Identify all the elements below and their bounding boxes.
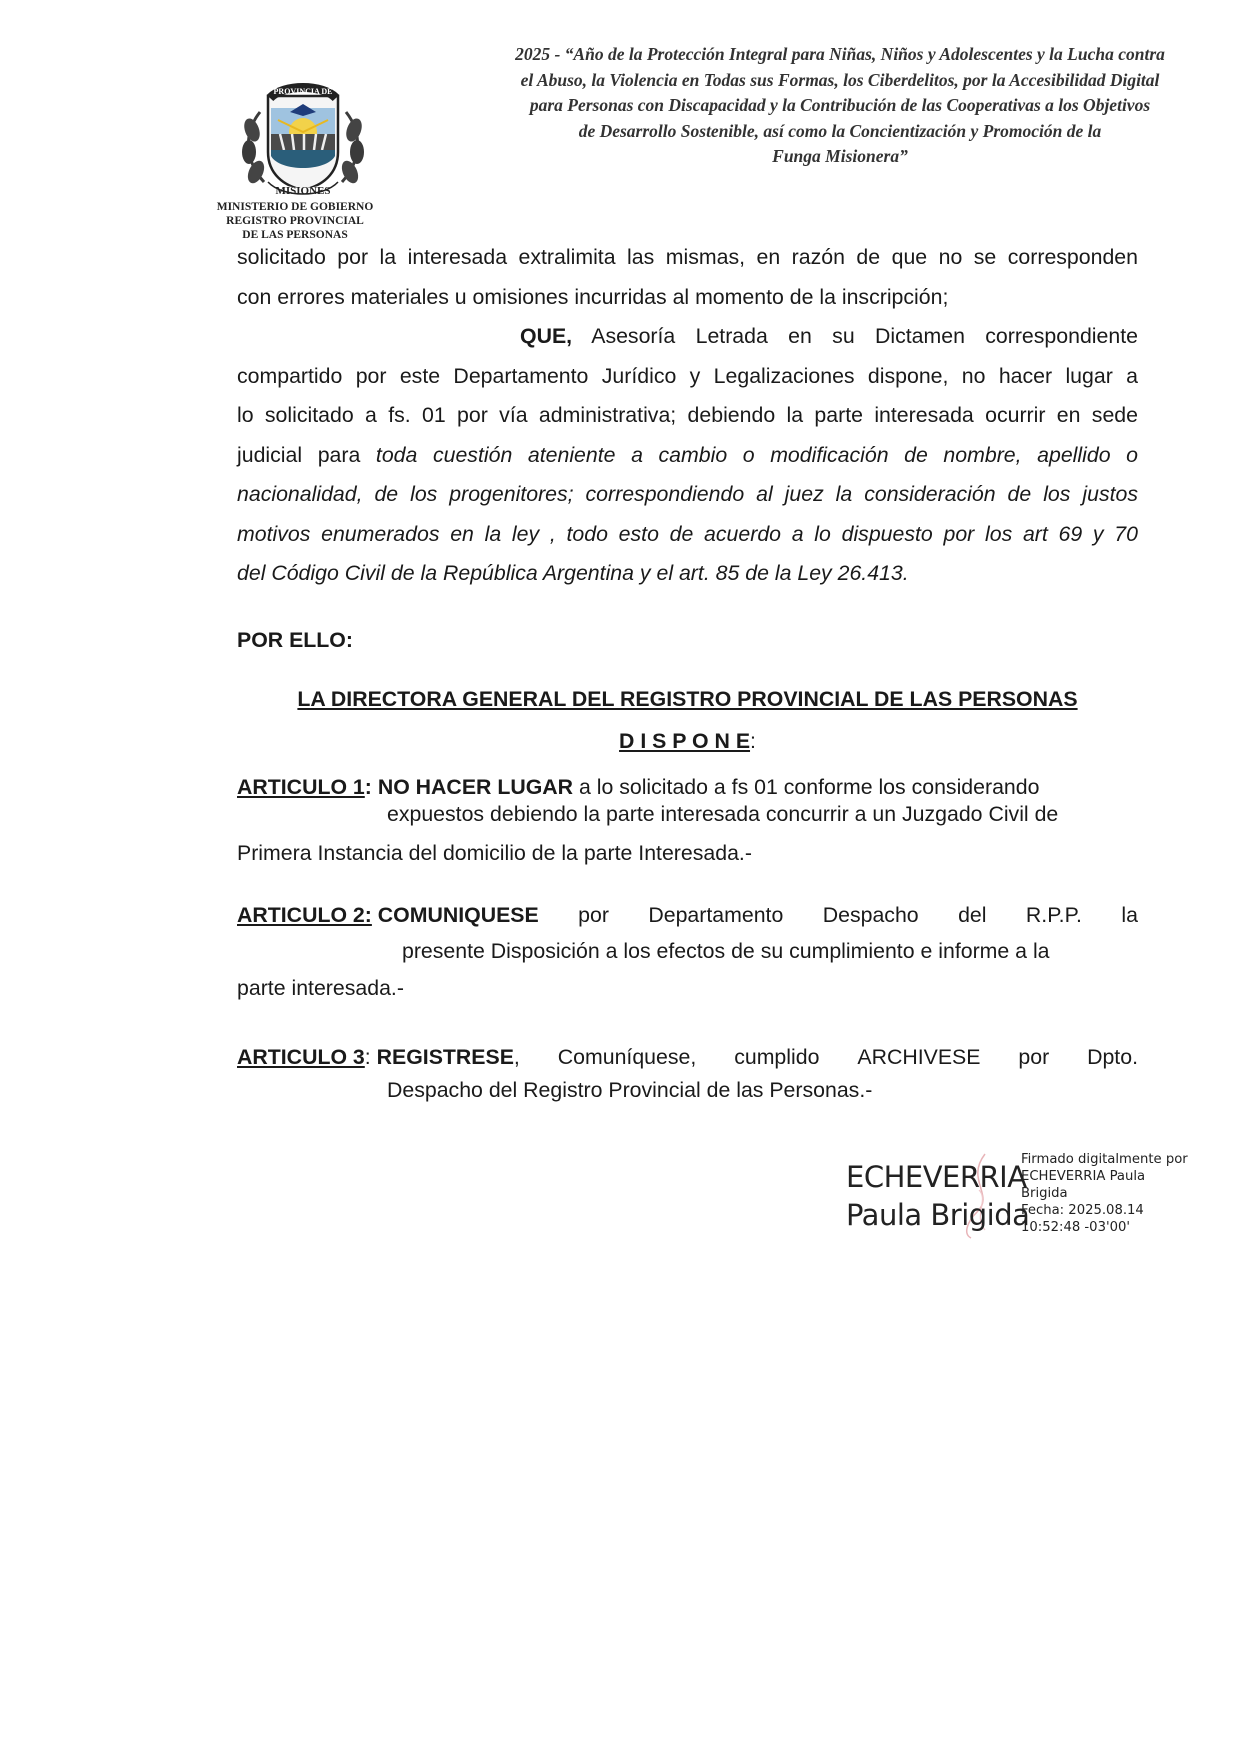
article-2-head [237,902,539,928]
article-1-colon: : [364,775,372,799]
article-2-word: Departamento [648,903,784,927]
seal-top-text: PROVINCIA DE [273,87,333,96]
article-2-word: Despacho [822,903,919,927]
body-italic-line: del Código Civil de la República Argentina y el art. 85 de la Ley 26.413. [237,561,909,585]
article-2-word: del [958,903,987,927]
article-3-comma: , [513,1045,520,1069]
body-line: lo solicitado a fs. 01 por vía administrativa; debiendo la parte interesada ocurrir en sede [237,403,1138,427]
dispone-colon: : [750,729,756,753]
signature-detail-line: Firmado digitalmente por [1021,1152,1188,1167]
motto-line: 2025 - “Año de la Protección Integral para Niñas, Niños y Adolescentes y la Lucha contra [515,44,1165,64]
article-3-word: Comuníquese, [557,1045,697,1069]
article-3-head [237,1044,520,1070]
signer-name-line-1: ECHEVERRIA [846,1160,1027,1194]
article-1-label: ARTICULO 1 [237,775,365,799]
article-1-line [237,774,1039,800]
signature-detail-line: Fecha: 2025.08.14 [1021,1203,1144,1218]
article-1-text: a lo solicitado a fs 01 conforme los considerando [578,775,1040,799]
signer-name-line-2: Paula Brigida [846,1198,1030,1232]
article-3-line [237,1044,1138,1070]
body-text: judicial para [237,443,376,467]
ministry-line: MINISTERIO DE GOBIERNO [216,201,374,213]
article-1-bold: NO HACER LUGAR [377,775,574,799]
article-1-line-2: expuestos debiendo la parte interesada concurrir a un Juzgado Civil de [387,802,1059,826]
dispone-heading [237,728,1138,754]
que-text: Asesoría Letrada en su Dictamen correspondiente [591,324,1138,348]
dispone-word: D I S P O N E [619,729,751,753]
article-2-line [237,902,1138,928]
que-label: QUE, [520,324,573,348]
article-1-line-3: Primera Instancia del domicilio de la parte Interesada.- [237,841,752,865]
signature-detail-line: Brigida [1021,1186,1068,1201]
article-2-line-2: presente Disposición a los efectos de su cumplimiento e informe a la [402,939,1050,963]
body-line [237,442,1138,468]
body-line: con errores materiales u omisiones incurridas al momento de la inscripción; [237,285,949,309]
province-seal-graphic [238,82,368,200]
year-motto [470,42,1210,170]
article-3-word: cumplido [734,1045,820,1069]
motto-line: para Personas con Discapacidad y la Contribución de las Cooperativas a los Objetivos [529,95,1151,115]
article-2-bold: COMUNIQUESE [377,903,539,927]
ministry-heading [200,200,390,242]
ministry-line: DE LAS PERSONAS [242,229,348,241]
province-seal [238,82,368,200]
director-heading: LA DIRECTORA GENERAL DEL REGISTRO PROVINCIAL DE LAS PERSONAS [297,687,1078,711]
por-ello-heading: POR ELLO: [237,628,353,652]
signature-details [1021,1151,1188,1236]
body-italic-line: motivos enumerados en la ley , todo esto de acuerdo a lo dispuesto por los art 69 y 70 [237,522,1138,546]
article-2-word: R.P.P. [1025,903,1082,927]
article-2-line-3: parte interesada.- [237,976,404,1000]
body-line: solicitado por la interesada extralimita las mismas, en razón de que no se corresponden [237,245,1138,269]
article-2-label: ARTICULO 2: [237,903,372,927]
ministry-line: REGISTRO PROVINCIAL [226,215,364,227]
article-3-word: ARCHIVESE [857,1045,981,1069]
signature-detail-line: ECHEVERRIA Paula [1021,1169,1146,1184]
article-3-line-2: Despacho del Registro Provincial de las Personas.- [387,1078,873,1102]
motto-line: el Abuso, la Violencia en Todas sus Formas, los Ciberdelitos, por la Accesibilidad Digital [520,69,1160,90]
signature-detail-line: 10:52:48 -03'00' [1021,1220,1130,1235]
motto-line: Funga Misionera” [772,146,908,166]
seal-bottom-text: MISIONES [275,185,331,197]
article-3-word: Dpto. [1087,1045,1138,1069]
article-3-bold: REGISTRESE [376,1045,514,1069]
body-italic-line: nacionalidad, de los progenitores; correspondiendo al juez la consideración de los justos [237,482,1138,506]
motto-line: de Desarrollo Sostenible, así como la Concientización y Promoción de la [578,120,1102,141]
article-3-colon: : [364,1045,371,1069]
body-italic-text: toda cuestión ateniente a cambio o modificación de nombre, apellido o [375,443,1138,467]
article-3-word: por [1018,1045,1050,1069]
article-3-label: ARTICULO 3 [237,1045,365,1069]
article-2-word: por [578,903,609,927]
article-2-word: la [1121,903,1138,927]
body-line: compartido por este Departamento Jurídico y Legalizaciones dispone, no hacer lugar a [237,364,1138,388]
que-paragraph-start [520,323,1138,349]
